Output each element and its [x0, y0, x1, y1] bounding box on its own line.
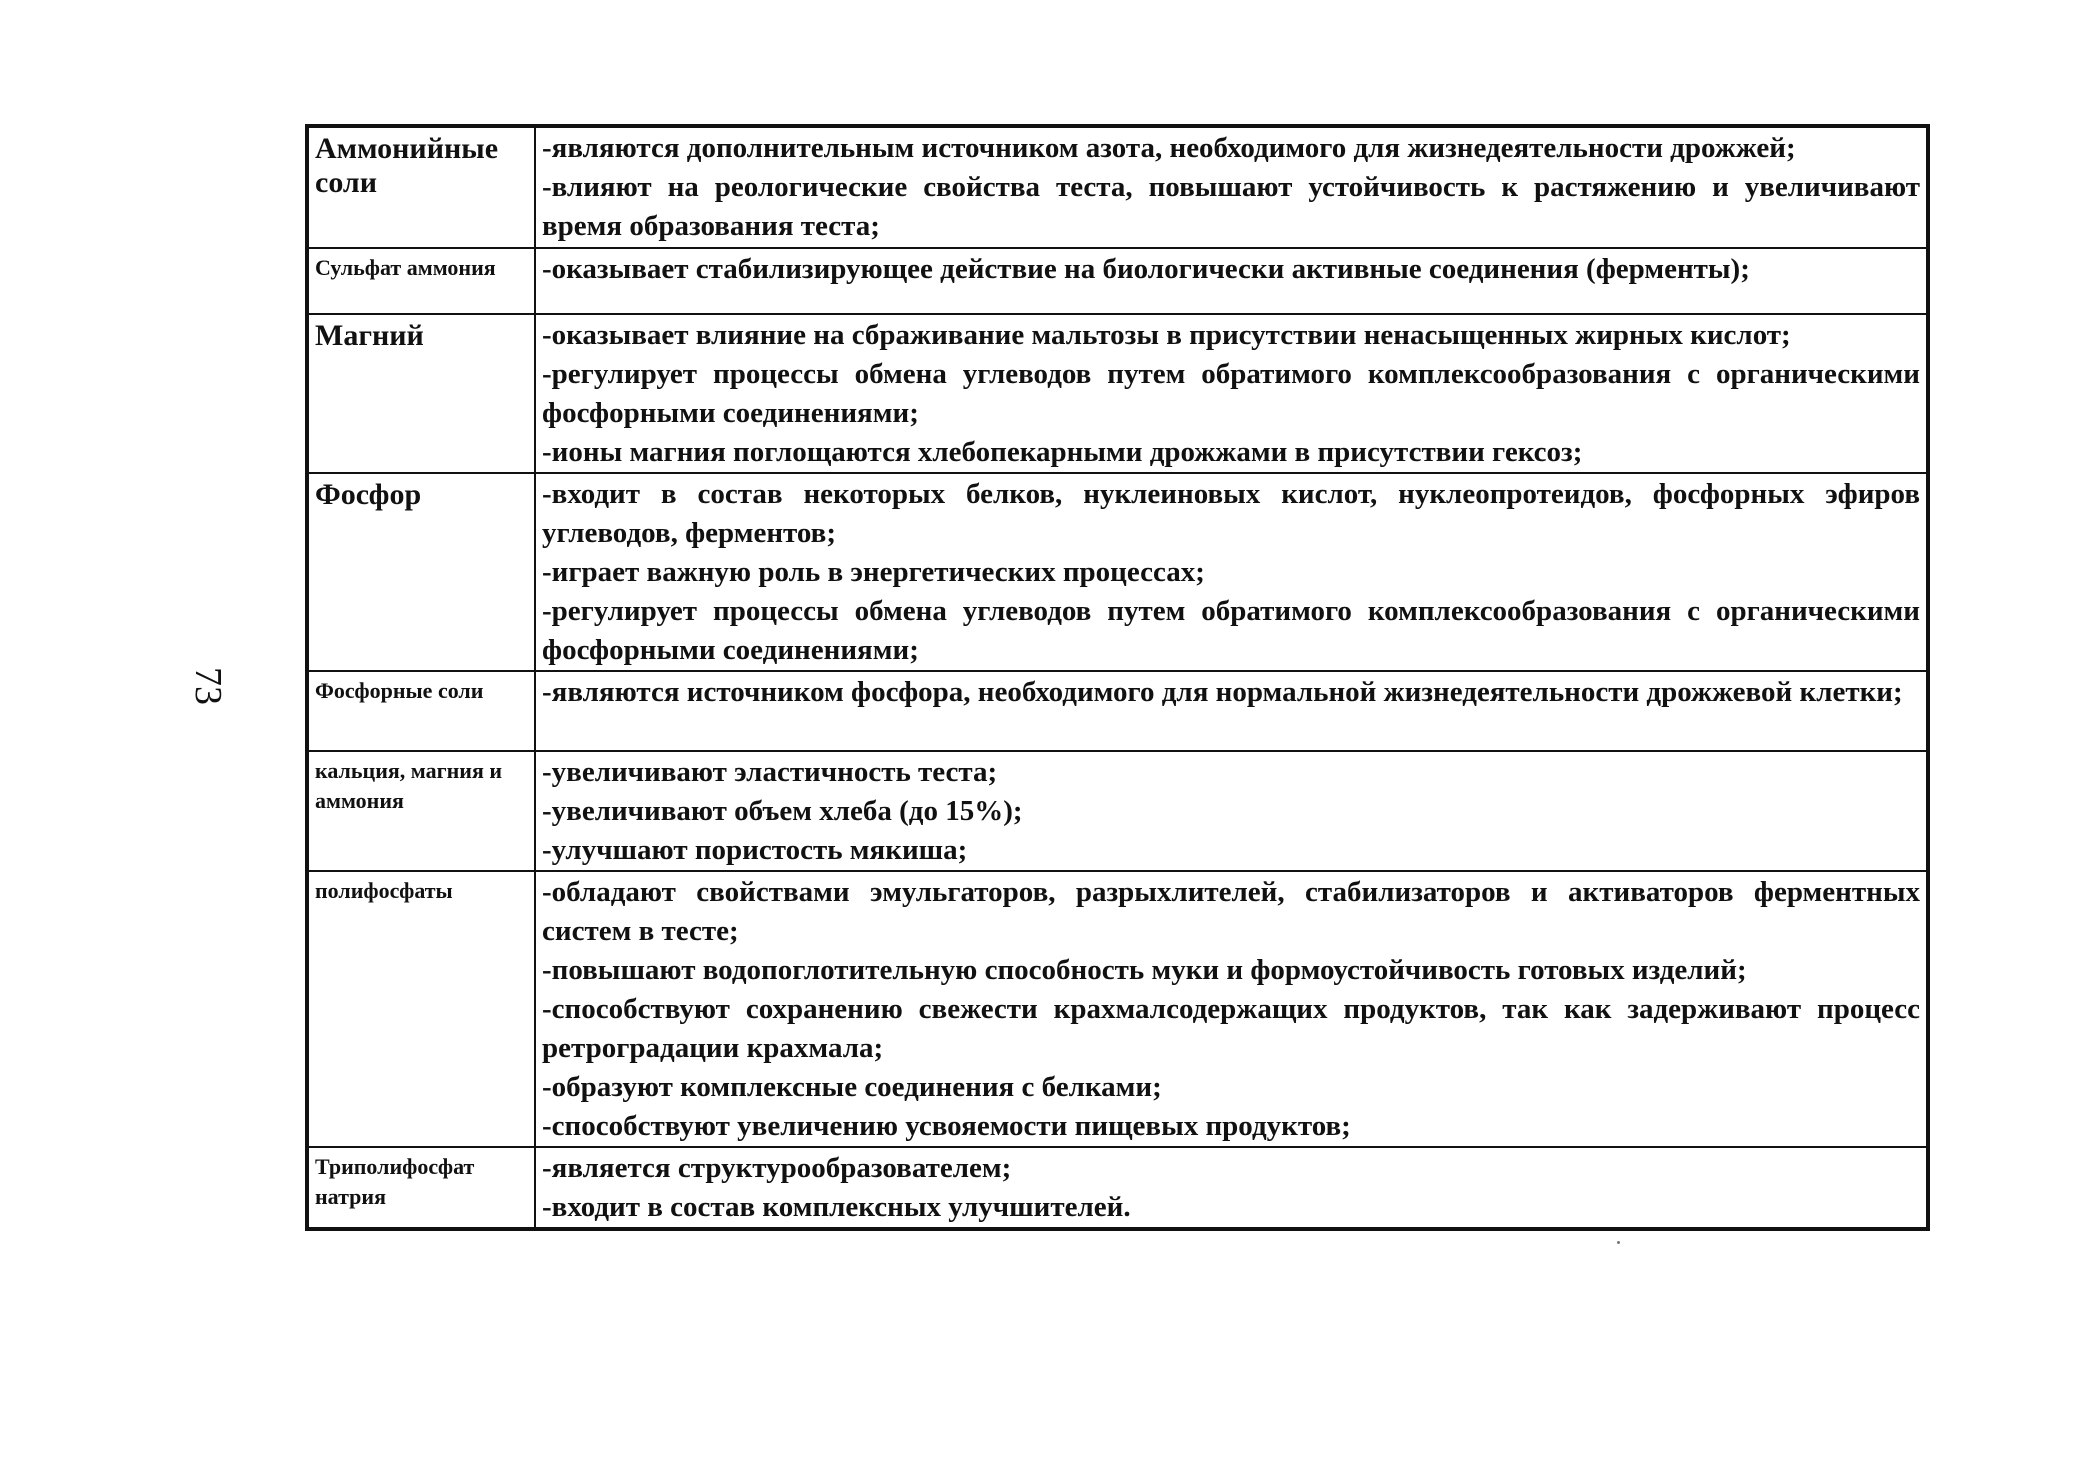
row-description	[535, 1147, 1928, 1229]
row-name: кальция, магния и аммония	[307, 751, 535, 871]
description-line: -входит в состав комплексных улучшителей.	[542, 1191, 1131, 1223]
description-line: -способствуют увеличению усвояемости пищевых продуктов;	[542, 1110, 1351, 1142]
page-number: 73	[187, 667, 229, 705]
row-description	[535, 248, 1928, 314]
row-description	[535, 671, 1928, 751]
description-line: -влияют на реологические свойства теста, повышают устойчивость к растяжению и увеличивают время образования теста;	[542, 171, 1920, 242]
description-line: -образуют комплексные соединения с белками;	[542, 1071, 1162, 1103]
row-description	[535, 126, 1928, 248]
description-line: -ионы магния поглощаются хлебопекарными дрожжами в присутствии гексоз;	[542, 436, 1583, 468]
description-line: -играет важную роль в энергетических процессах;	[542, 556, 1205, 588]
row-description	[535, 314, 1928, 473]
row-name: полифосфаты	[307, 871, 535, 1147]
row-description	[535, 473, 1928, 671]
description-line: -регулирует процессы обмена углеводов путем обратимого комплексообразования с органическими фосфорными соединениями;	[542, 358, 1920, 429]
description-line: -увеличивают эластичность теста;	[542, 756, 998, 788]
description-line: -обладают свойствами эмульгаторов, разрыхлителей, стабилизаторов и активаторов ферментных систем в тесте;	[542, 876, 1920, 947]
table-row	[307, 473, 1928, 671]
additives-table	[305, 124, 1930, 1231]
row-name: Магний	[307, 314, 535, 473]
table-row	[307, 248, 1928, 314]
table-row	[307, 871, 1928, 1147]
row-description	[535, 751, 1928, 871]
table-row	[307, 126, 1928, 248]
row-description	[535, 871, 1928, 1147]
description-line: -оказывает стабилизирующее действие на биологически активные соединения (ферменты);	[542, 253, 1750, 285]
table-row	[307, 314, 1928, 473]
description-line: -увеличивают объем хлеба (до 15%);	[542, 795, 1023, 827]
description-line: -являются дополнительным источником азота, необходимого для жизнедеятельности дрожжей;	[542, 132, 1796, 164]
row-name: Фосфорные соли	[307, 671, 535, 751]
row-name: Аммонийные соли	[307, 126, 535, 248]
description-line: -является структурообразователем;	[542, 1152, 1012, 1184]
row-name: Фосфор	[307, 473, 535, 671]
description-line: -входит в состав некоторых белков, нуклеиновых кислот, нуклеопротеидов, фосфорных эфиров углеводов, ферментов;	[542, 478, 1920, 549]
description-line: -регулирует процессы обмена углеводов путем обратимого комплексообразования с органическими фосфорными соединениями;	[542, 595, 1920, 666]
row-name: Сульфат аммония	[307, 248, 535, 314]
table-row	[307, 671, 1928, 751]
table-row	[307, 751, 1928, 871]
description-line: -являются источником фосфора, необходимого для нормальной жизнедеятельности дрожжевой клетки;	[542, 676, 1903, 708]
table-row	[307, 1147, 1928, 1229]
description-line: -способствуют сохранению свежести крахмалсодержащих продуктов, так как задерживают процесс ретроградации крахмала;	[542, 993, 1920, 1064]
scan-speck	[1617, 1241, 1620, 1244]
row-name: Триполифосфат натрия	[307, 1147, 535, 1229]
description-line: -повышают водопоглотительную способность муки и формоустойчивость готовых изделий;	[542, 954, 1747, 986]
description-line: -оказывает влияние на сбраживание мальтозы в присутствии ненасыщенных жирных кислот;	[542, 319, 1791, 351]
description-line: -улучшают пористость мякиша;	[542, 834, 968, 866]
